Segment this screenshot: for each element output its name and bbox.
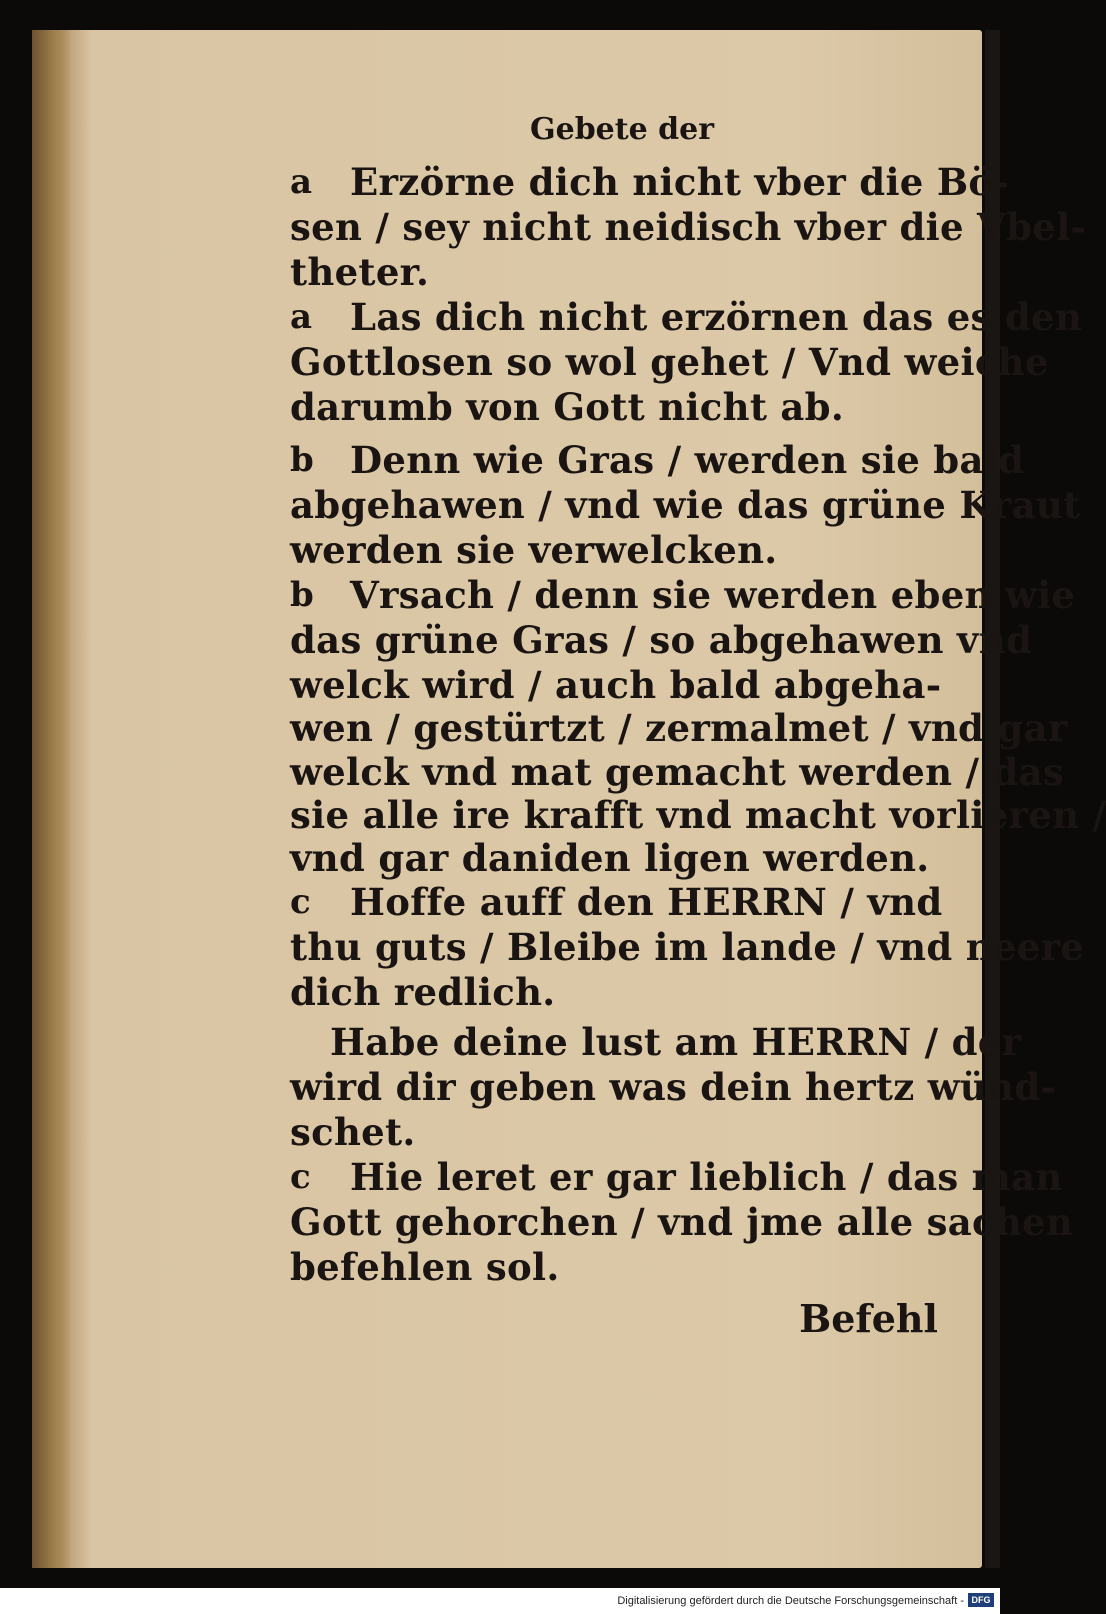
text-line: theter. xyxy=(290,250,430,294)
page-gutter-shadow xyxy=(32,30,72,1568)
margin-marker: c xyxy=(290,882,311,922)
text-line: Habe deine lust am HERRN / der xyxy=(330,1020,1022,1064)
text-line: das grüne Gras / so abgehawen vnd xyxy=(290,618,1033,662)
margin-marker: a xyxy=(290,162,313,202)
margin-marker: b xyxy=(290,440,314,480)
text-line: welck vnd mat gemacht werden / das xyxy=(290,750,1065,794)
text-line: abgehawen / vnd wie das grüne Kraut xyxy=(290,483,1081,527)
dfg-logo-icon: DFG xyxy=(968,1593,994,1607)
text-line: Erzörne dich nicht vber die Bö- xyxy=(350,160,1010,204)
footer-bar xyxy=(0,1588,1000,1614)
text-line: darumb von Gott nicht ab. xyxy=(290,385,845,429)
margin-marker: a xyxy=(290,297,313,337)
text-line: wen / gestürtzt / zermalmet / vnd gar xyxy=(290,706,1068,750)
text-line: welck wird / auch bald abgeha- xyxy=(290,663,942,707)
running-head: Gebete der xyxy=(530,112,715,147)
text-line: Gottlosen so wol gehet / Vnd weiche xyxy=(290,340,1049,384)
text-line: dich redlich. xyxy=(290,970,556,1014)
text-line: vnd gar daniden ligen werden. xyxy=(290,836,930,880)
margin-marker: b xyxy=(290,575,314,615)
footer-credit: Digitalisierung gefördert durch die Deutsche Forschungsgemeinschaft - xyxy=(617,1595,964,1607)
margin-marker: c xyxy=(290,1157,311,1197)
text-line: werden sie verwelcken. xyxy=(290,528,778,572)
text-line: sie alle ire krafft vnd macht vorlieren / xyxy=(290,793,1106,837)
text-line: Las dich nicht erzörnen das es den xyxy=(350,295,1083,339)
text-line: sen / sey nicht neidisch vber die Vbel- xyxy=(290,205,1087,249)
text-line: Vrsach / denn sie werden eben wie xyxy=(350,573,1076,617)
text-line: Hie leret er gar lieblich / das man xyxy=(350,1155,1063,1199)
text-line: befehlen sol. xyxy=(290,1245,560,1289)
text-line: Denn wie Gras / werden sie bald xyxy=(350,438,1025,482)
catchword: Befehl xyxy=(799,1296,938,1341)
text-line: thu guts / Bleibe im lande / vnd neere xyxy=(290,925,1085,969)
text-line: wird dir geben was dein hertz wünd- xyxy=(290,1065,1057,1109)
text-line: Gott gehorchen / vnd jme alle sachen xyxy=(290,1200,1074,1244)
text-line: Hoffe auff den HERRN / vnd xyxy=(350,880,943,924)
text-line: schet. xyxy=(290,1110,416,1154)
